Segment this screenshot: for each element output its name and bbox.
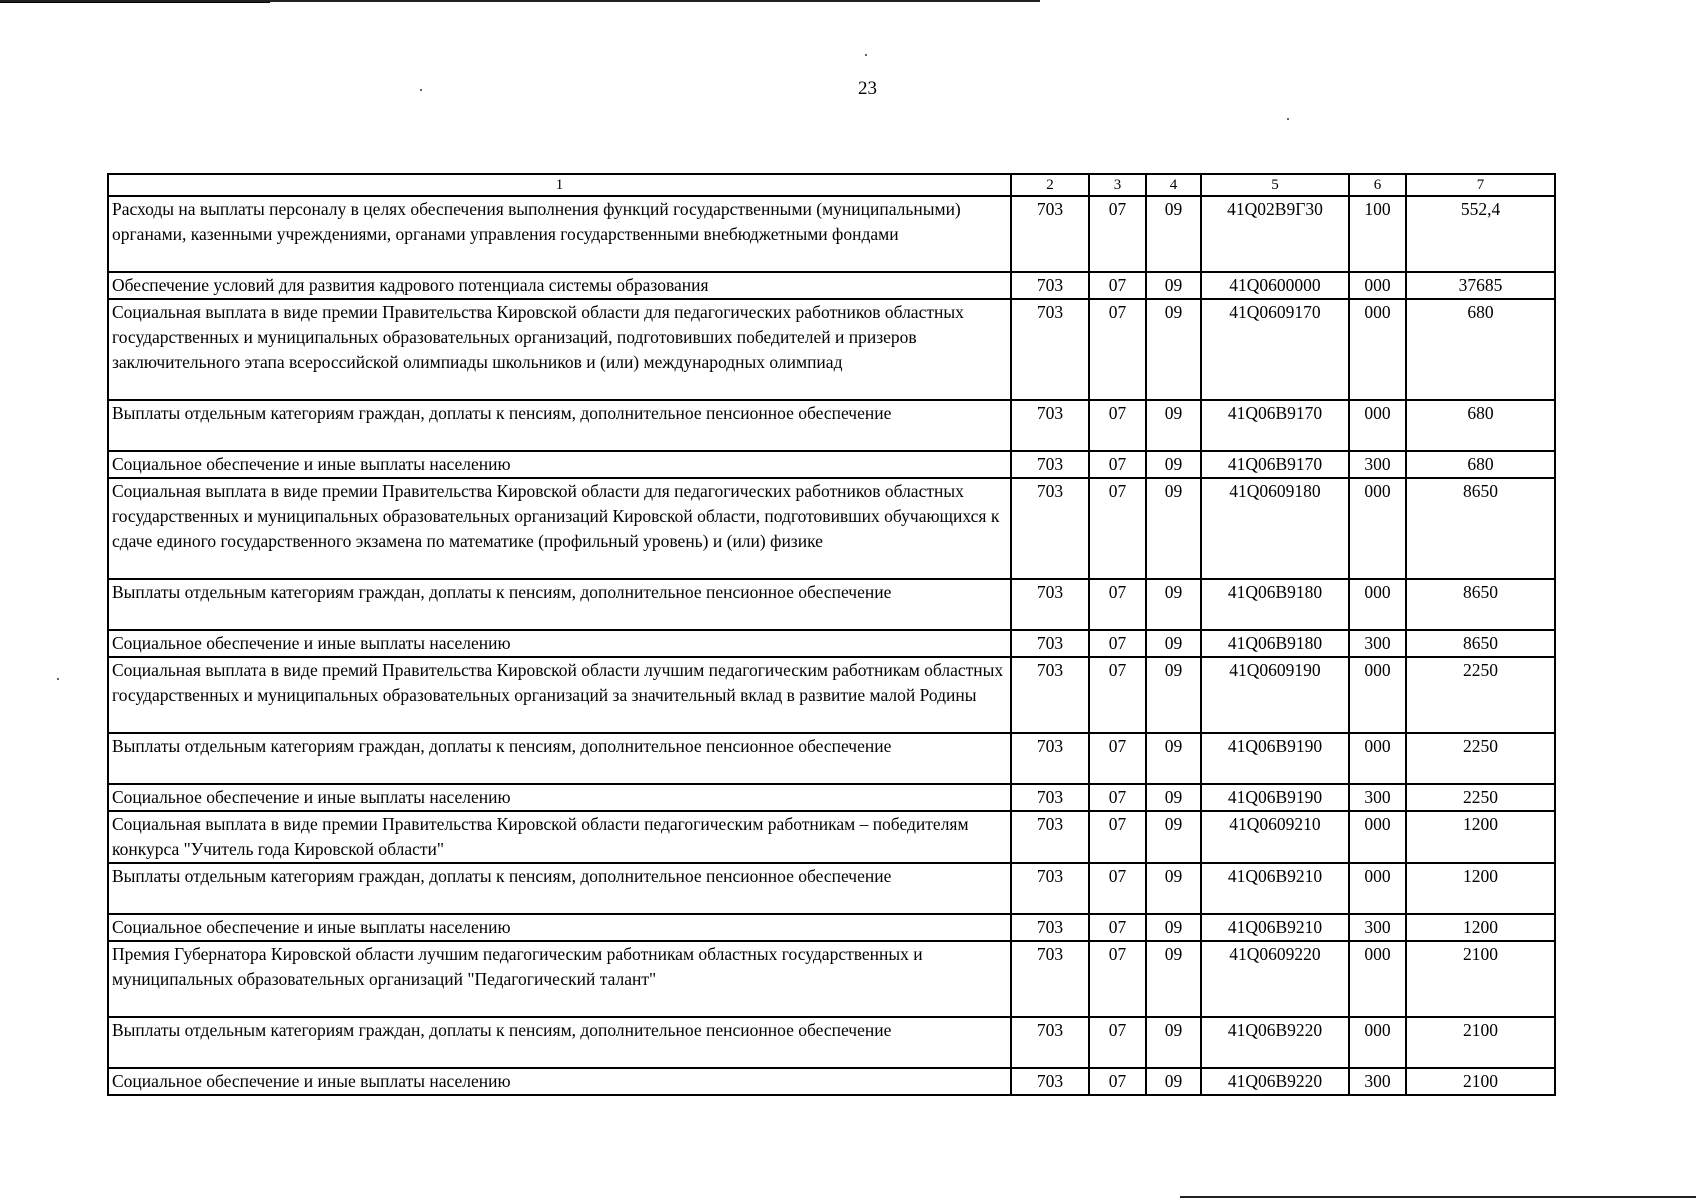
table-row: [108, 941, 1555, 1017]
target-article-code: 41Q06B9190: [1201, 733, 1349, 784]
section-code: 07: [1089, 400, 1146, 451]
column-header: 7: [1406, 174, 1555, 196]
amount: 8650: [1406, 478, 1555, 579]
expense-type-code: 000: [1349, 811, 1406, 863]
amount: 2250: [1406, 733, 1555, 784]
target-article-code: 41Q06B9220: [1201, 1017, 1349, 1068]
subsection-code: 09: [1146, 863, 1201, 914]
table-row: [108, 196, 1555, 272]
section-code: 07: [1089, 1068, 1146, 1095]
target-article-code: 41Q0609170: [1201, 299, 1349, 400]
row-description: Выплаты отдельным категориям граждан, доплаты к пенсиям, дополнительное пенсионное обеспечение: [108, 733, 1011, 784]
table-row: [108, 784, 1555, 811]
table-body: [108, 196, 1555, 1095]
section-code: 07: [1089, 196, 1146, 272]
ministry-code: 703: [1011, 863, 1089, 914]
row-description: Социальная выплата в виде премии Правительства Кировской области для педагогических работников областных государственных и муниципальных образовательных организаций, подготовивших победителей и призеров заключительного этапа всероссийской олимпиады школьников и (или) международных олимпиад: [108, 299, 1011, 400]
section-code: 07: [1089, 451, 1146, 478]
target-article-code: 41Q06B9180: [1201, 579, 1349, 630]
scan-top-edge-line: [0, 0, 1040, 2]
table-row: [108, 1068, 1555, 1095]
target-article-code: 41Q02B9Г30: [1201, 196, 1349, 272]
amount: 2100: [1406, 1068, 1555, 1095]
column-header: 4: [1146, 174, 1201, 196]
target-article-code: 41Q06B9210: [1201, 863, 1349, 914]
expense-type-code: 300: [1349, 1068, 1406, 1095]
table-row: [108, 733, 1555, 784]
amount: 37685: [1406, 272, 1555, 299]
expense-type-code: 100: [1349, 196, 1406, 272]
table-row: [108, 811, 1555, 863]
table-row: [108, 478, 1555, 579]
expense-type-code: 300: [1349, 914, 1406, 941]
subsection-code: 09: [1146, 451, 1201, 478]
section-code: 07: [1089, 630, 1146, 657]
column-header: 2: [1011, 174, 1089, 196]
row-description: Выплаты отдельным категориям граждан, доплаты к пенсиям, дополнительное пенсионное обеспечение: [108, 1017, 1011, 1068]
amount: 1200: [1406, 811, 1555, 863]
ministry-code: 703: [1011, 1017, 1089, 1068]
table-row: [108, 1017, 1555, 1068]
amount: 2250: [1406, 657, 1555, 733]
expense-type-code: 000: [1349, 272, 1406, 299]
ministry-code: 703: [1011, 657, 1089, 733]
scan-speck: [865, 54, 867, 56]
expense-type-code: 300: [1349, 451, 1406, 478]
ministry-code: 703: [1011, 400, 1089, 451]
subsection-code: 09: [1146, 272, 1201, 299]
expense-type-code: 000: [1349, 863, 1406, 914]
subsection-code: 09: [1146, 478, 1201, 579]
ministry-code: 703: [1011, 811, 1089, 863]
table-row: [108, 272, 1555, 299]
budget-allocation-table: [107, 173, 1556, 1096]
row-description: Обеспечение условий для развития кадрового потенциала системы образования: [108, 272, 1011, 299]
subsection-code: 09: [1146, 630, 1201, 657]
ministry-code: 703: [1011, 914, 1089, 941]
ministry-code: 703: [1011, 1068, 1089, 1095]
amount: 8650: [1406, 630, 1555, 657]
subsection-code: 09: [1146, 579, 1201, 630]
subsection-code: 09: [1146, 299, 1201, 400]
table-row: [108, 657, 1555, 733]
table-row: [108, 451, 1555, 478]
subsection-code: 09: [1146, 941, 1201, 1017]
amount: 2250: [1406, 784, 1555, 811]
expense-type-code: 000: [1349, 299, 1406, 400]
amount: 1200: [1406, 863, 1555, 914]
row-description: Выплаты отдельным категориям граждан, доплаты к пенсиям, дополнительное пенсионное обеспечение: [108, 863, 1011, 914]
target-article-code: 41Q06B9210: [1201, 914, 1349, 941]
column-header: 5: [1201, 174, 1349, 196]
ministry-code: 703: [1011, 451, 1089, 478]
row-description: Социальное обеспечение и иные выплаты населению: [108, 451, 1011, 478]
table-header-row: [108, 174, 1555, 196]
subsection-code: 09: [1146, 784, 1201, 811]
scan-speck: [57, 678, 59, 680]
ministry-code: 703: [1011, 630, 1089, 657]
ministry-code: 703: [1011, 299, 1089, 400]
subsection-code: 09: [1146, 1017, 1201, 1068]
subsection-code: 09: [1146, 657, 1201, 733]
subsection-code: 09: [1146, 1068, 1201, 1095]
section-code: 07: [1089, 941, 1146, 1017]
expense-type-code: 000: [1349, 579, 1406, 630]
ministry-code: 703: [1011, 579, 1089, 630]
column-header: 3: [1089, 174, 1146, 196]
section-code: 07: [1089, 657, 1146, 733]
table-row: [108, 914, 1555, 941]
row-description: Расходы на выплаты персоналу в целях обеспечения выполнения функций государственными (муниципальными) органами, казенными учреждениями, органами управления государственными внебюджетными фондами: [108, 196, 1011, 272]
section-code: 07: [1089, 1017, 1146, 1068]
subsection-code: 09: [1146, 400, 1201, 451]
ministry-code: 703: [1011, 478, 1089, 579]
row-description: Социальная выплата в виде премии Правительства Кировской области педагогическим работникам – победителям конкурса "Учитель года Кировской области": [108, 811, 1011, 863]
table-row: [108, 630, 1555, 657]
table-row: [108, 579, 1555, 630]
row-description: Социальное обеспечение и иные выплаты населению: [108, 784, 1011, 811]
column-header: 1: [108, 174, 1011, 196]
target-article-code: 41Q06B9180: [1201, 630, 1349, 657]
subsection-code: 09: [1146, 733, 1201, 784]
ministry-code: 703: [1011, 941, 1089, 1017]
ministry-code: 703: [1011, 272, 1089, 299]
row-description: Выплаты отдельным категориям граждан, доплаты к пенсиям, дополнительное пенсионное обеспечение: [108, 400, 1011, 451]
target-article-code: 41Q06B9170: [1201, 400, 1349, 451]
row-description: Социальное обеспечение и иные выплаты населению: [108, 630, 1011, 657]
expense-type-code: 000: [1349, 400, 1406, 451]
amount: 680: [1406, 451, 1555, 478]
page-number: 23: [858, 78, 877, 99]
scan-speck: [1287, 118, 1289, 120]
table-row: [108, 400, 1555, 451]
amount: 680: [1406, 299, 1555, 400]
amount: 680: [1406, 400, 1555, 451]
subsection-code: 09: [1146, 196, 1201, 272]
target-article-code: 41Q0609210: [1201, 811, 1349, 863]
subsection-code: 09: [1146, 811, 1201, 863]
expense-type-code: 000: [1349, 1017, 1406, 1068]
target-article-code: 41Q0609180: [1201, 478, 1349, 579]
amount: 2100: [1406, 941, 1555, 1017]
expense-type-code: 000: [1349, 941, 1406, 1017]
section-code: 07: [1089, 914, 1146, 941]
table-row: [108, 863, 1555, 914]
subsection-code: 09: [1146, 914, 1201, 941]
target-article-code: 41Q0609190: [1201, 657, 1349, 733]
row-description: Социальная выплата в виде премий Правительства Кировской области лучшим педагогическим работникам областных государственных и муниципальных образовательных организаций за значительный вклад в развитие малой Родины: [108, 657, 1011, 733]
amount: 552,4: [1406, 196, 1555, 272]
scan-bottom-edge-line: [1180, 1196, 1696, 1198]
ministry-code: 703: [1011, 196, 1089, 272]
section-code: 07: [1089, 579, 1146, 630]
amount: 2100: [1406, 1017, 1555, 1068]
section-code: 07: [1089, 811, 1146, 863]
section-code: 07: [1089, 299, 1146, 400]
row-description: Социальное обеспечение и иные выплаты населению: [108, 914, 1011, 941]
section-code: 07: [1089, 863, 1146, 914]
target-article-code: 41Q0609220: [1201, 941, 1349, 1017]
section-code: 07: [1089, 733, 1146, 784]
expense-type-code: 000: [1349, 733, 1406, 784]
target-article-code: 41Q0600000: [1201, 272, 1349, 299]
target-article-code: 41Q06B9220: [1201, 1068, 1349, 1095]
section-code: 07: [1089, 272, 1146, 299]
expense-type-code: 300: [1349, 784, 1406, 811]
expense-type-code: 000: [1349, 657, 1406, 733]
scan-speck: [420, 89, 422, 91]
section-code: 07: [1089, 784, 1146, 811]
target-article-code: 41Q06B9190: [1201, 784, 1349, 811]
row-description: Социальное обеспечение и иные выплаты населению: [108, 1068, 1011, 1095]
ministry-code: 703: [1011, 784, 1089, 811]
amount: 1200: [1406, 914, 1555, 941]
column-header: 6: [1349, 174, 1406, 196]
row-description: Премия Губернатора Кировской области лучшим педагогическим работникам областных государственных и муниципальных образовательных организаций "Педагогический талант": [108, 941, 1011, 1017]
row-description: Выплаты отдельным категориям граждан, доплаты к пенсиям, дополнительное пенсионное обеспечение: [108, 579, 1011, 630]
row-description: Социальная выплата в виде премии Правительства Кировской области для педагогических работников областных государственных и муниципальных образовательных организаций Кировской области, подготовивших обучающихся к сдаче единого государственного экзамена по математике (профильный уровень) и (или) физике: [108, 478, 1011, 579]
ministry-code: 703: [1011, 733, 1089, 784]
expense-type-code: 300: [1349, 630, 1406, 657]
target-article-code: 41Q06B9170: [1201, 451, 1349, 478]
amount: 8650: [1406, 579, 1555, 630]
section-code: 07: [1089, 478, 1146, 579]
expense-type-code: 000: [1349, 478, 1406, 579]
table-row: [108, 299, 1555, 400]
